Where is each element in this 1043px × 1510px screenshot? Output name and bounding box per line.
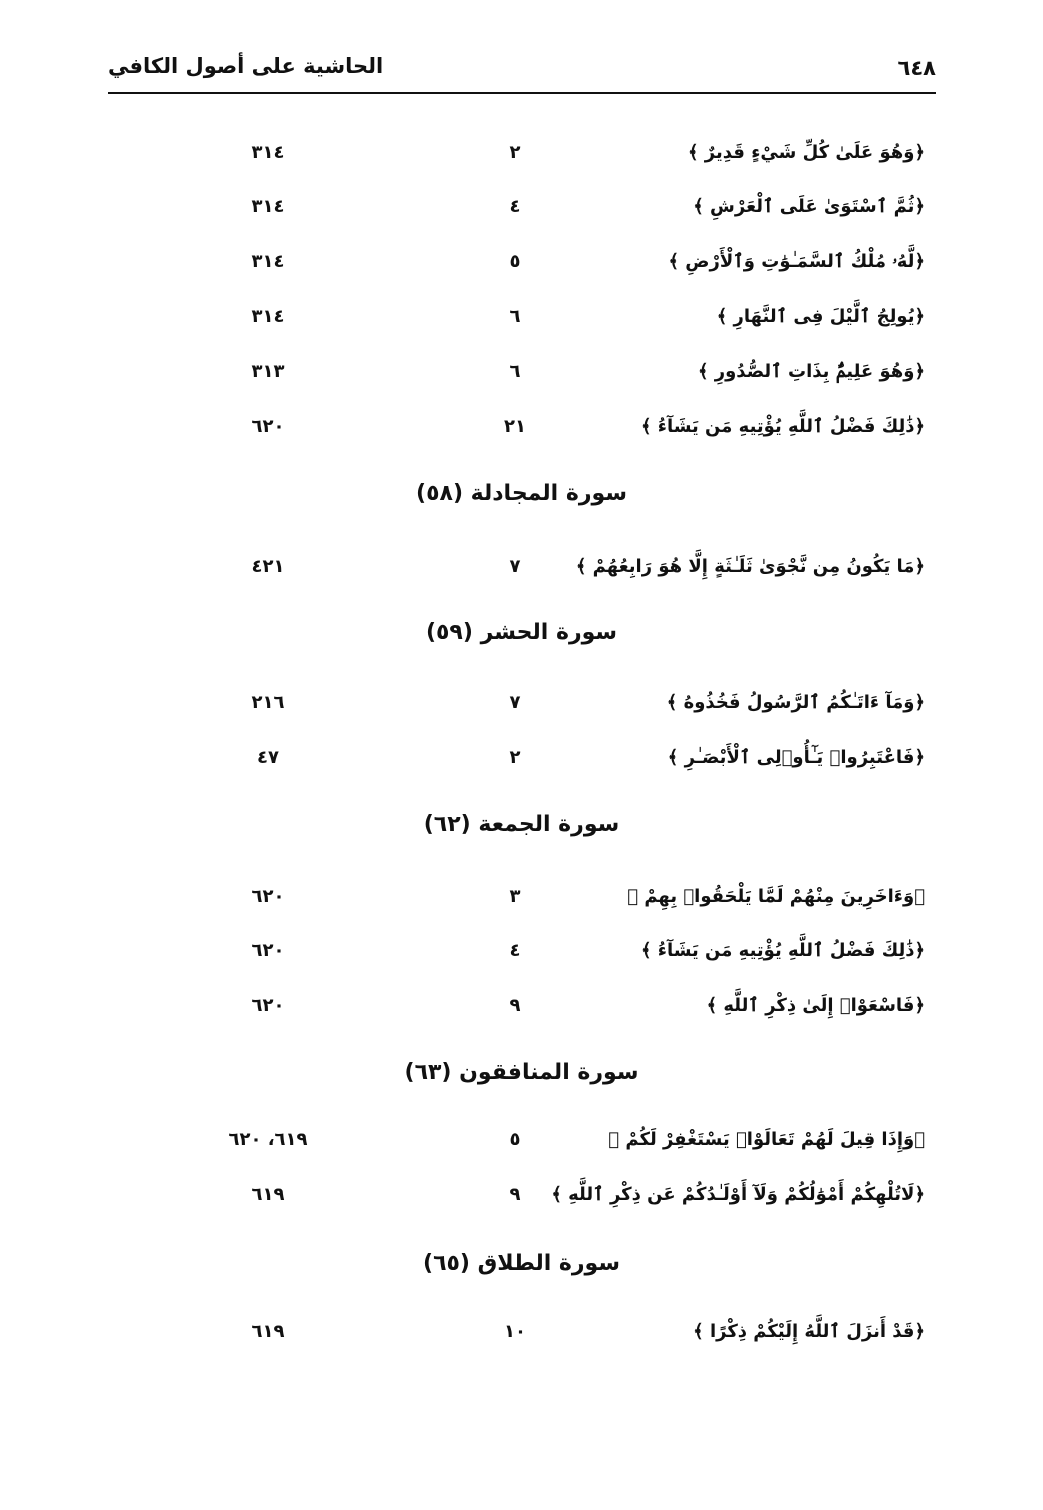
ayah-number: ٧ — [509, 692, 521, 713]
table-row — [0, 556, 1043, 596]
ayah-number: ١٠ — [504, 1321, 526, 1342]
verse-text: ﴿وَهُوَ عَلِيمٌۢ بِذَاتِ ٱلصُّدُورِ ﴾ — [697, 361, 925, 382]
verse-text: ﴿لَاتُلْهِكُمْ أَمْوَٰلُكُمْ وَلَآ أَوْلَـٰدُكُمْ عَن ذِكْرِ ٱللَّهِ ﴾ — [551, 1184, 925, 1205]
surah-heading: سورة الجمعة (٦٢) — [423, 812, 620, 837]
table-row — [0, 692, 1043, 732]
ayah-number: ٣ — [509, 886, 521, 907]
ayah-number: ٩ — [509, 995, 521, 1016]
table-row — [0, 940, 1043, 980]
ayah-number: ٩ — [509, 1184, 521, 1205]
table-row — [0, 886, 1043, 926]
page-number: ٦٤٨ — [897, 56, 936, 80]
surah-heading: سورة المجادلة (٥٨) — [416, 481, 627, 506]
page-reference: ٦١٩ — [251, 1184, 285, 1205]
table-row — [0, 995, 1043, 1035]
verse-text: ﴿قَدْ أَنزَلَ ٱللَّهُ إِلَيْكُمْ ذِكْرًا ﴾ — [693, 1321, 925, 1342]
table-row — [0, 251, 1043, 291]
page-reference: ٤٧ — [257, 747, 279, 768]
ayah-number: ٧ — [509, 556, 521, 577]
table-row — [0, 1321, 1043, 1361]
verse-text: ﴿وَإِذَا قِيلَ لَهُمْ تَعَالَوْا۟ يَسْتَغْفِرْ لَكُمْ ﴾ — [608, 1129, 925, 1150]
verse-text: ﴿ذَٰلِكَ فَضْلُ ٱللَّهِ يُؤْتِيهِ مَن يَشَآءُ ﴾ — [640, 416, 925, 437]
page-reference: ٦٢٠ — [251, 995, 285, 1016]
verse-text: ﴿لَّهُۥ مُلْكُ ٱلسَّمَـٰوَٰتِ وَٱلْأَرْضِ ﴾ — [668, 251, 925, 272]
page-reference: ٤٢١ — [251, 556, 285, 577]
surah-heading: سورة المنافقون (٦٣) — [404, 1060, 639, 1085]
ayah-number: ٦ — [509, 306, 521, 327]
verse-text: ﴿مَا يَكُونُ مِن نَّجْوَىٰ ثَلَـٰثَةٍ إِلَّا هُوَ رَابِعُهُمْ ﴾ — [575, 556, 925, 577]
ayah-number: ٤ — [509, 196, 521, 217]
table-row — [0, 361, 1043, 401]
ayah-number: ٥ — [509, 251, 521, 272]
page-reference: ٣١٣ — [251, 361, 285, 382]
table-row — [0, 1184, 1043, 1224]
surah-heading: سورة الطلاق (٦٥) — [423, 1251, 620, 1276]
verse-text: ﴿وَمَآ ءَاتَـٰكُمُ ٱلرَّسُولُ فَخُذُوهُ ﴾ — [666, 692, 925, 713]
ayah-number: ٥ — [509, 1129, 521, 1150]
surah-heading: سورة الحشر (٥٩) — [425, 620, 618, 645]
page-reference: ٦٢٠ — [251, 416, 285, 437]
table-row — [0, 306, 1043, 346]
verse-text: ﴿وَهُوَ عَلَىٰ كُلِّ شَيْءٍ قَدِيرٌ ﴾ — [687, 142, 925, 163]
verse-text: ﴿فَاعْتَبِرُوا۟ يَـٰٓأُو۟لِى ٱلْأَبْصَـٰرِ ﴾ — [667, 747, 925, 768]
ayah-number: ٦ — [509, 361, 521, 382]
verse-text: ﴿وَءَاخَرِينَ مِنْهُمْ لَمَّا يَلْحَقُوا۟ بِهِمْ ﴾ — [627, 886, 925, 907]
table-row — [0, 196, 1043, 236]
ayah-number: ٢١ — [504, 416, 526, 437]
page-reference: ٢١٦ — [251, 692, 285, 713]
ayah-number: ٢ — [509, 747, 521, 768]
table-row — [0, 142, 1043, 182]
page-reference: ٣١٤ — [251, 142, 285, 163]
page-reference: ٦١٩ — [251, 1321, 285, 1342]
page-reference: ٦٢٠ — [251, 940, 285, 961]
ayah-number: ٢ — [509, 142, 521, 163]
page-reference: ٣١٤ — [251, 196, 285, 217]
page-header — [108, 52, 936, 94]
table-row — [0, 416, 1043, 456]
verse-text: ﴿ثُمَّ ٱسْتَوَىٰ عَلَى ٱلْعَرْشِ ﴾ — [693, 196, 925, 217]
book-title: الحاشية على أصول الكافي — [108, 54, 384, 78]
page-reference: ٣١٤ — [251, 306, 285, 327]
page-reference: ٦١٩، ٦٢٠ — [228, 1129, 308, 1150]
page-reference: ٦٢٠ — [251, 886, 285, 907]
ayah-number: ٤ — [509, 940, 521, 961]
table-row — [0, 1129, 1043, 1169]
verse-text: ﴿فَاسْعَوْا۟ إِلَىٰ ذِكْرِ ٱللَّهِ ﴾ — [706, 995, 925, 1016]
table-row — [0, 747, 1043, 787]
page-reference: ٣١٤ — [251, 251, 285, 272]
verse-text: ﴿ذَٰلِكَ فَضْلُ ٱللَّهِ يُؤْتِيهِ مَن يَشَآءُ ﴾ — [640, 940, 925, 961]
verse-text: ﴿يُولِجُ ٱلَّيْلَ فِى ٱلنَّهَارِ ﴾ — [716, 306, 925, 327]
